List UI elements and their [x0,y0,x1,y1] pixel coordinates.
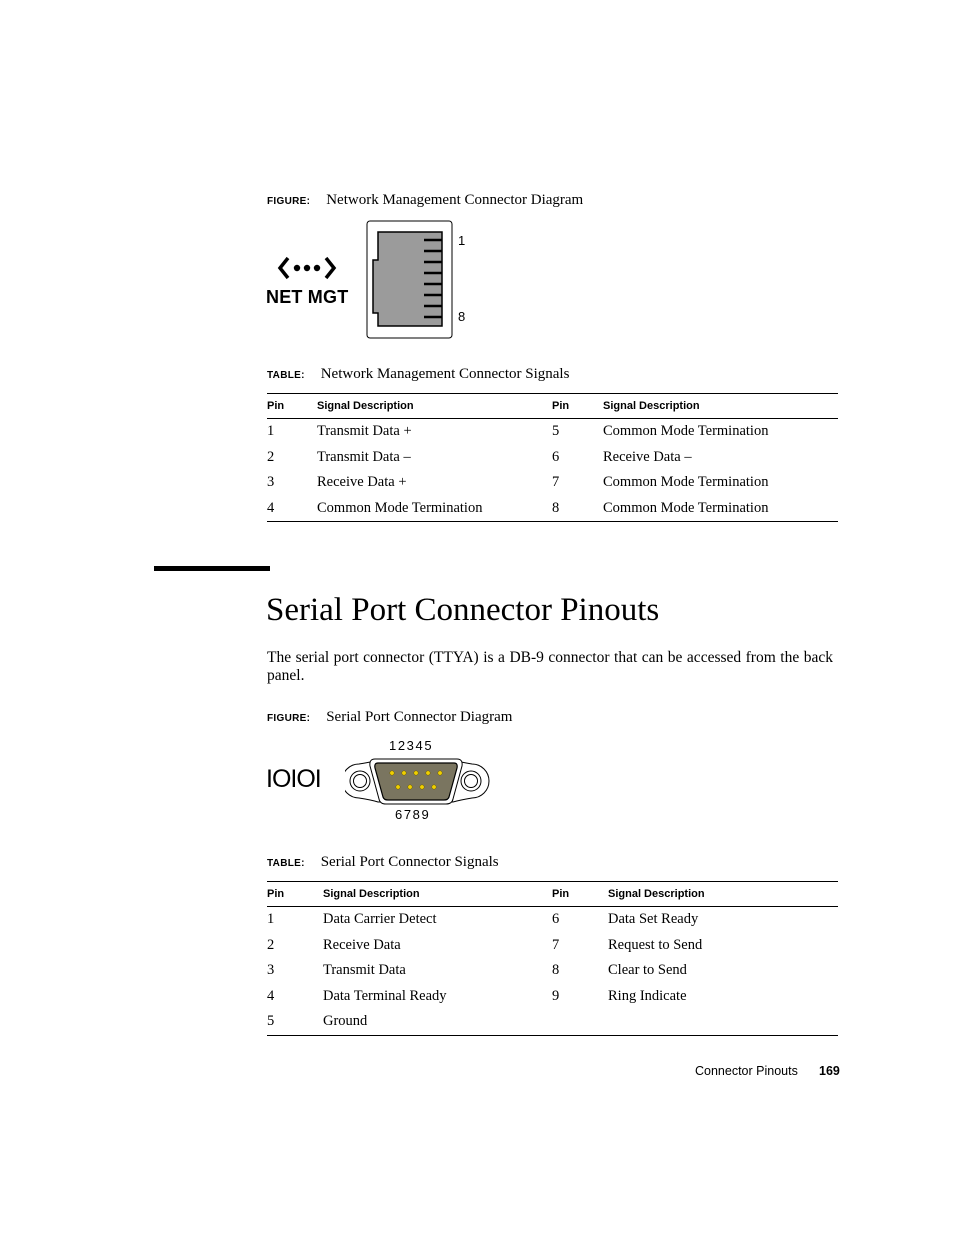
table-row [267,1009,838,1035]
signal-cell: Receive Data [323,936,401,953]
net-mgt-label: NET MGT [266,287,349,307]
pin-cell: 8 [552,499,560,516]
pins-top-label: 1 2 3 4 5 [389,738,432,753]
signal-cell: Common Mode Termination [603,499,769,516]
footer-section-name: Connector Pinouts [695,1064,798,1078]
header-signal-description: Signal Description [317,400,414,412]
network-icon [266,218,476,343]
signal-cell: Receive Data + [317,474,407,491]
signal-cell: Receive Data – [603,448,692,465]
signal-cell: Ring Indicate [608,987,687,1004]
header-signal-description: Signal Description [323,888,420,900]
figure-label: FIGURE: [267,196,311,207]
signal-cell: Common Mode Termination [603,423,769,440]
signal-cell: Clear to Send [608,962,687,979]
table-row [267,445,838,471]
signal-cell: Request to Send [608,936,703,953]
table-caption [267,365,569,383]
pin-8-label: 8 [458,309,466,324]
header-signal-description: Signal Description [603,400,700,412]
section-heading: Serial Port Connector Pinouts [266,592,660,628]
pin-cell: 3 [267,962,275,979]
db9-connector-icon [345,754,495,814]
signal-cell: Data Terminal Ready [323,987,447,1004]
pin-cell: 4 [267,499,275,516]
signal-cell: Transmit Data – [317,448,411,465]
pin-cell: 9 [552,987,560,1004]
pin-cell: 6 [552,911,560,928]
table-row [267,958,838,984]
signal-cell: Data Carrier Detect [323,911,437,928]
pin-cell: 2 [267,448,275,465]
table-caption [267,853,499,871]
body-paragraph: The serial port connector (TTYA) is a DB-9 connector that can be accessed from the back panel. [267,649,833,684]
table-title: Network Management Connector Signals [320,366,570,382]
signal-cell: Common Mode Termination [603,474,769,491]
table-row [267,907,838,933]
pin-cell: 5 [267,1013,275,1030]
pin-cell: 7 [552,474,560,491]
pin-cell: 2 [267,936,275,953]
section-rule [154,566,270,571]
page-number: 169 [819,1064,840,1078]
network-signals-table [267,393,838,522]
table-row [267,470,838,496]
figure-label: FIGURE: [267,713,311,724]
pins-bottom-label: 6 7 8 9 [395,807,429,822]
signal-cell [608,1009,838,1035]
table-row [267,419,838,445]
pin-cell: 8 [552,962,560,979]
pin-cell: 7 [552,936,560,953]
figure-title: Serial Port Connector Diagram [326,709,513,725]
figure-caption [267,191,583,209]
table-label: TABLE: [267,370,305,381]
table-row [267,496,838,522]
signal-cell: Ground [323,1013,368,1030]
table-header-row [267,394,838,419]
signal-cell: Common Mode Termination [317,499,483,516]
signal-cell: Transmit Data + [317,423,412,440]
table-row [267,933,838,959]
pin-cell: 3 [267,474,275,491]
pin-cell: 1 [267,911,275,928]
table-title: Serial Port Connector Signals [320,854,499,870]
header-signal-description: Signal Description [608,888,705,900]
table-row [267,984,838,1010]
network-connector-diagram [266,218,476,343]
figure-title: Network Management Connector Diagram [326,192,584,208]
signal-cell: Transmit Data [323,962,406,979]
header-pin: Pin [267,888,285,900]
serial-signals-table [267,881,838,1036]
pin-cell: 4 [267,987,275,1004]
header-pin: Pin [267,400,285,412]
serial-port-icon: IOIOI [266,765,321,793]
serial-connector-diagram [266,738,496,828]
pin-cell: 5 [552,423,560,440]
pin-cell: 1 [267,423,275,440]
pin-cell: 6 [552,448,560,465]
header-pin: Pin [552,888,570,900]
table-label: TABLE: [267,858,305,869]
figure-caption [267,708,512,726]
pin-1-label: 1 [458,233,466,248]
table-header-row [267,882,838,907]
header-pin: Pin [552,400,570,412]
signal-cell: Data Set Ready [608,911,699,928]
pin-cell [552,1009,608,1035]
